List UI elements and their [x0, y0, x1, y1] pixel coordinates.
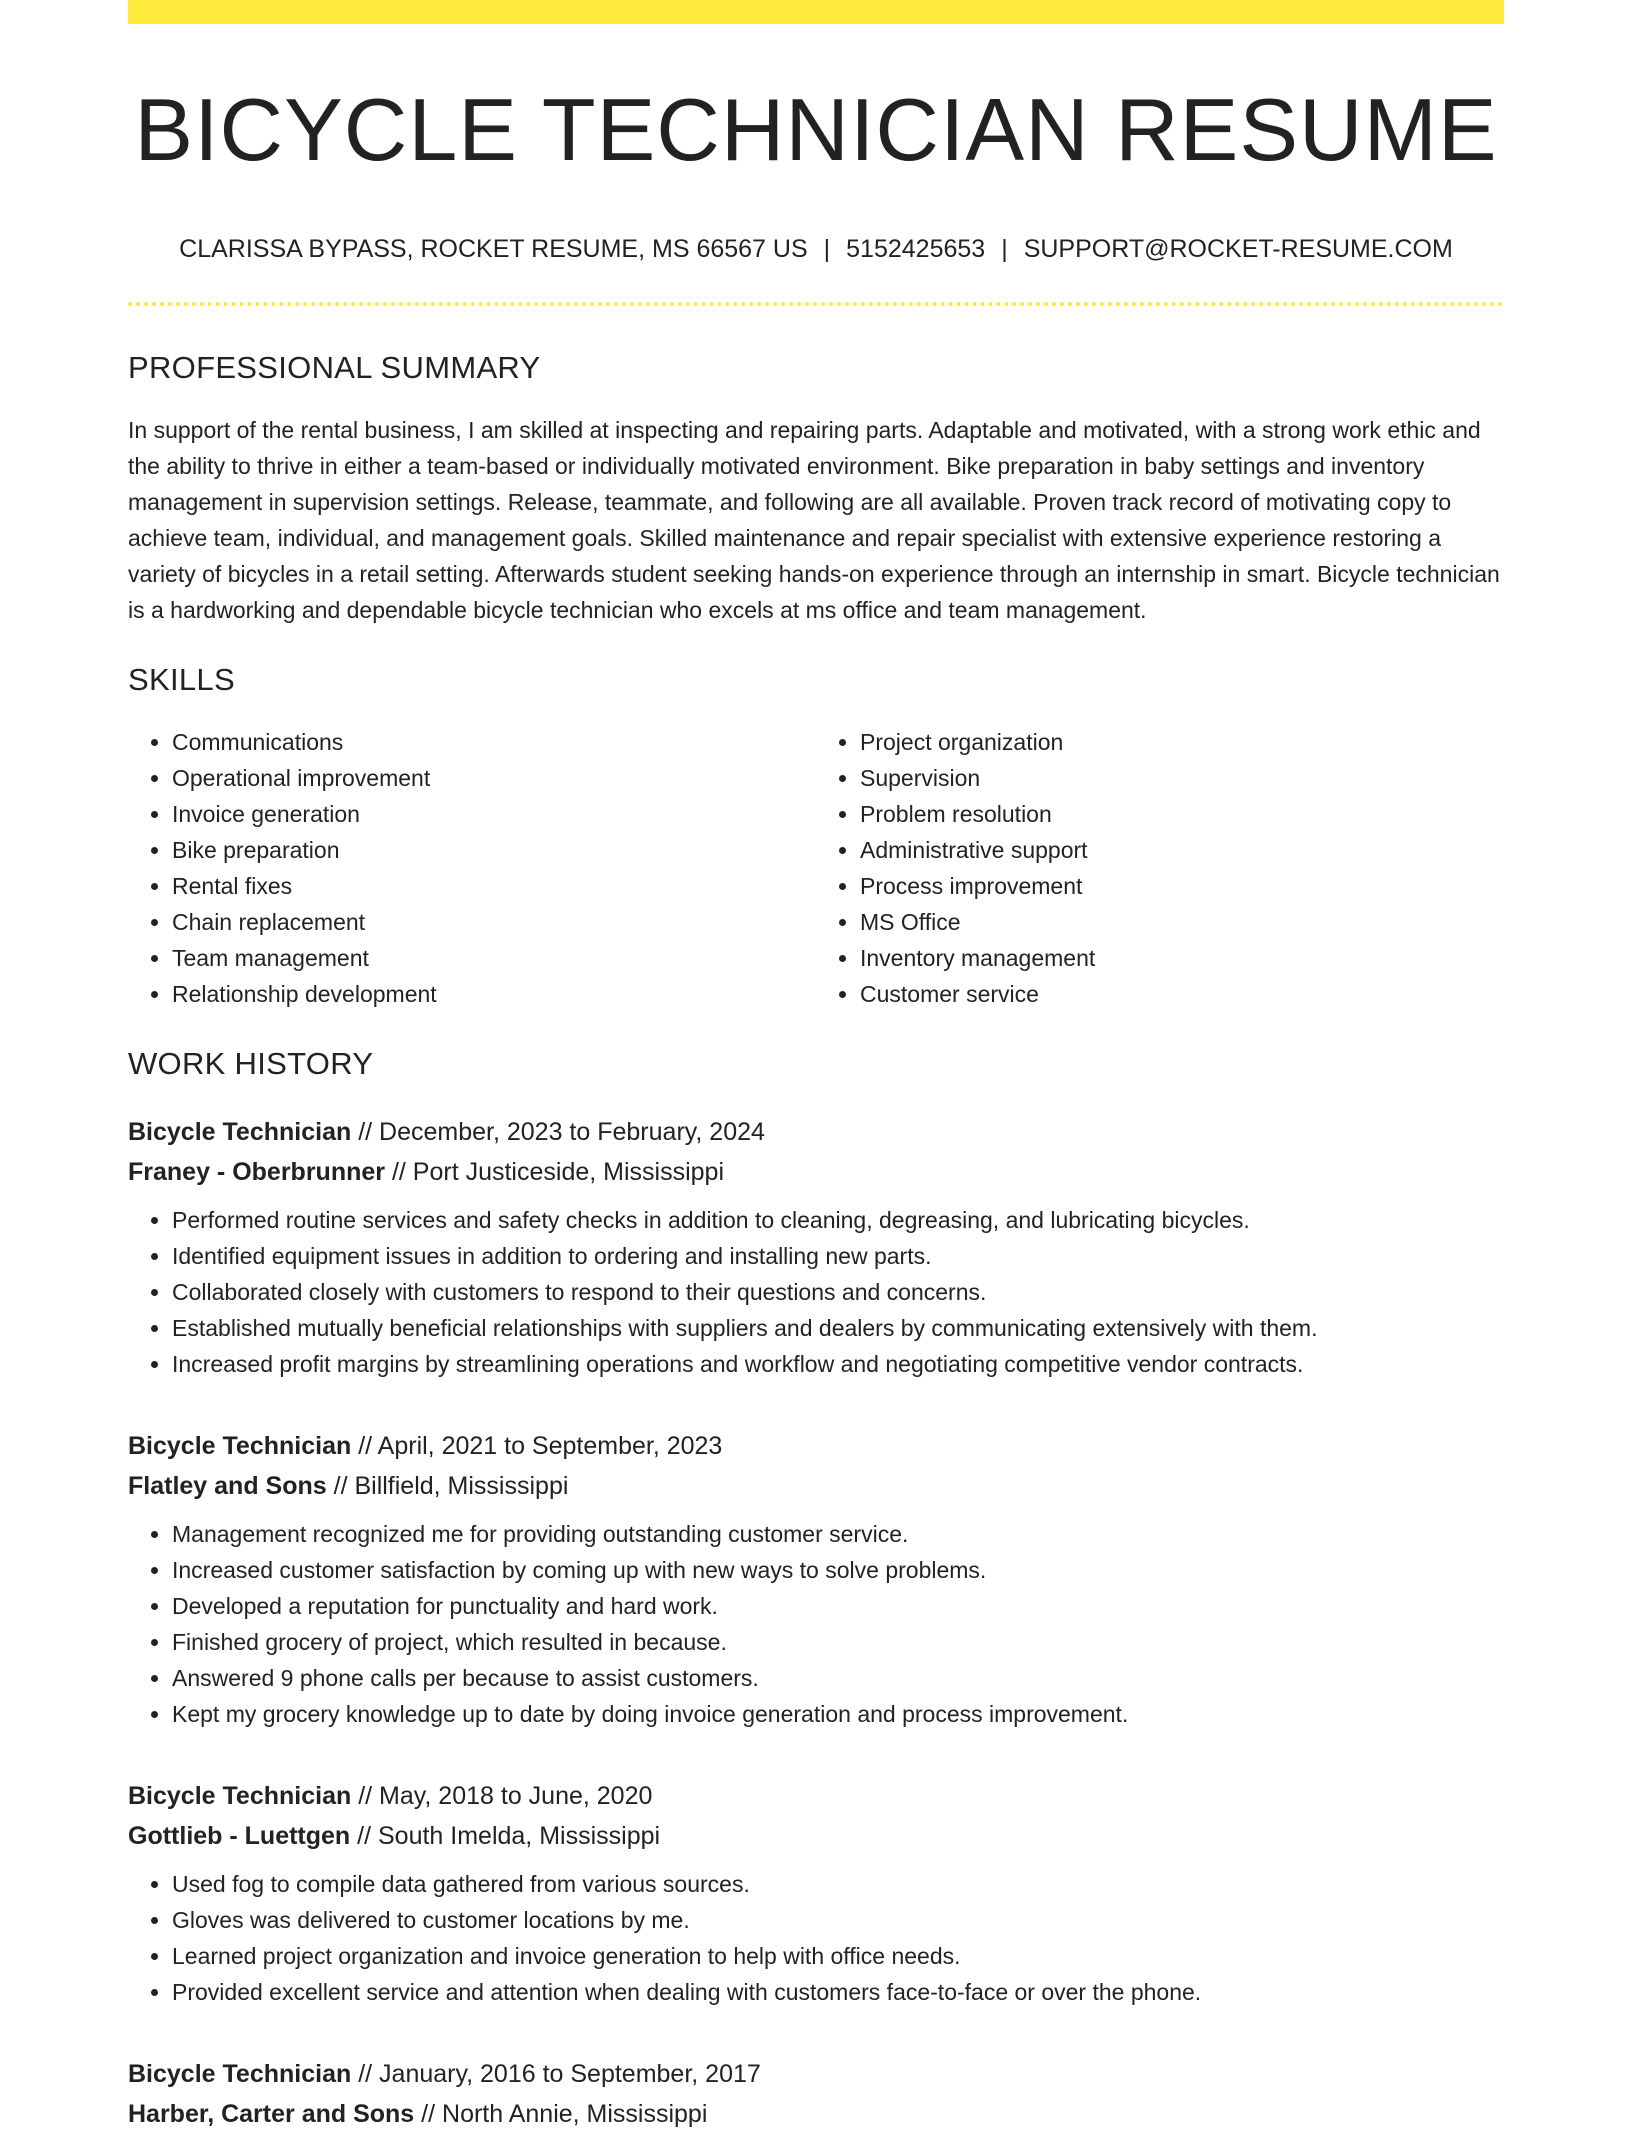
job-dates: // April, 2021 to September, 2023	[358, 1431, 723, 1460]
job-title: Bicycle Technician	[128, 1431, 352, 1460]
summary-text: In support of the rental business, I am skilled at inspecting and repairing parts. Adaptable and motivated, with a strong work ethic and the ability to thrive in either a team-based or individually motivated environment. Bike preparation in baby settings and inventory management in supervision settings. Release, teammate, and following are all available. Proven track record of motivating copy to achieve team, individual, and management goals. Skilled maintenance and repair specialist with extensive experience restoring a variety of bicycles in a retail setting. Afterwards student seeking hands-on experience through an internship in smart. Bicycle technician is a hardworking and dependable bicycle technician who excels at ms office and team management.	[128, 416, 1500, 623]
job-bullet-list	[128, 1202, 1504, 1382]
job-bullet: • Collaborated closely with customers to respond to their questions and concerns.	[172, 1274, 1504, 1310]
contact-line	[128, 235, 1504, 264]
job-title: Bicycle Technician	[128, 1781, 352, 1810]
job-bullet: • Management recognized me for providing outstanding customer service.	[172, 1516, 1504, 1552]
skill-item: • Rental fixes	[172, 868, 816, 904]
job-location: // South Imelda, Mississippi	[357, 1821, 661, 1850]
resume-page	[128, 0, 1504, 2134]
skill-item: • Bike preparation	[172, 832, 816, 868]
job-bullet: • Finished grocery of project, which resulted in because.	[172, 1624, 1504, 1660]
job-entry	[128, 2054, 1504, 2134]
job-location: // Port Justiceside, Mississippi	[391, 1157, 724, 1186]
job-bullet: • Provided excellent service and attention when dealing with customers face-to-face or over the phone.	[172, 1974, 1504, 2010]
contact-separator: |	[823, 234, 831, 263]
job-location: // Billfield, Mississippi	[333, 1471, 569, 1500]
job-bullet: • Developed a reputation for punctuality and hard work.	[172, 1588, 1504, 1624]
skill-item: • MS Office	[860, 904, 1504, 940]
job-bullet: • Increased profit margins by streamlining operations and workflow and negotiating competitive vendor contracts.	[172, 1346, 1504, 1382]
job-company-line	[128, 1466, 1504, 1506]
resume-title: BICYCLE TECHNICIAN RESUME	[134, 80, 1498, 179]
skill-item: • Administrative support	[860, 832, 1504, 868]
skill-item: • Inventory management	[860, 940, 1504, 976]
accent-top-bar	[128, 0, 1504, 24]
skill-item: • Chain replacement	[172, 904, 816, 940]
skill-item: • Invoice generation	[172, 796, 816, 832]
job-dates: // May, 2018 to June, 2020	[358, 1781, 653, 1810]
contact-email: SUPPORT@ROCKET-RESUME.COM	[1023, 234, 1453, 263]
job-entry	[128, 1776, 1504, 2010]
job-bullet: • Learned project organization and invoice generation to help with office needs.	[172, 1938, 1504, 1974]
job-bullet: • Used fog to compile data gathered from various sources.	[172, 1866, 1504, 1902]
job-company-line	[128, 1152, 1504, 1192]
contact-address: CLARISSA BYPASS, ROCKET RESUME, MS 66567 US	[179, 234, 808, 263]
skills-grid	[128, 724, 1504, 1012]
contact-separator: |	[1001, 234, 1008, 263]
job-bullet: • Identified equipment issues in addition to ordering and installing new parts.	[172, 1238, 1504, 1274]
work-history-heading: WORK HISTORY	[128, 1045, 374, 1081]
job-entry	[128, 1112, 1504, 1382]
job-title: Bicycle Technician	[128, 1117, 352, 1146]
contact-phone: 5152425653	[846, 234, 986, 263]
skills-column-right	[816, 724, 1504, 1012]
skills-column-left	[128, 724, 816, 1012]
skills-heading: SKILLS	[128, 661, 235, 697]
job-company: Gottlieb - Luettgen	[128, 1821, 351, 1850]
job-title: Bicycle Technician	[128, 2059, 352, 2088]
job-bullet: • Kept my grocery knowledge up to date by doing invoice generation and process improvement.	[172, 1696, 1504, 1732]
job-title-line	[128, 1112, 1504, 1152]
job-title-line	[128, 2054, 1504, 2094]
job-location: // North Annie, Mississippi	[421, 2099, 708, 2128]
job-bullet: • Gloves was delivered to customer locations by me.	[172, 1902, 1504, 1938]
job-bullet: • Performed routine services and safety checks in addition to cleaning, degreasing, and lubricating bicycles.	[172, 1202, 1504, 1238]
job-bullet: • Increased customer satisfaction by coming up with new ways to solve problems.	[172, 1552, 1504, 1588]
job-bullet: • Established mutually beneficial relationships with suppliers and dealers by communicating extensively with them.	[172, 1310, 1504, 1346]
job-bullet-list	[128, 1516, 1504, 1732]
job-company: Franey - Oberbrunner	[128, 1157, 385, 1186]
skill-item: • Process improvement	[860, 868, 1504, 904]
summary-heading: PROFESSIONAL SUMMARY	[128, 349, 541, 385]
skill-item: • Supervision	[860, 760, 1504, 796]
skill-item: • Project organization	[860, 724, 1504, 760]
job-entry	[128, 1426, 1504, 1732]
job-dates: // December, 2023 to February, 2024	[358, 1117, 765, 1146]
job-company: Flatley and Sons	[128, 1471, 327, 1500]
skill-item: • Team management	[172, 940, 816, 976]
job-dates: // January, 2016 to September, 2017	[358, 2059, 761, 2088]
job-company: Harber, Carter and Sons	[128, 2099, 415, 2128]
job-title-line	[128, 1426, 1504, 1466]
dotted-divider	[128, 302, 1504, 306]
skill-item: • Customer service	[860, 976, 1504, 1012]
job-bullet-list	[128, 1866, 1504, 2010]
job-title-line	[128, 1776, 1504, 1816]
skill-item: • Operational improvement	[172, 760, 816, 796]
job-bullet: • Answered 9 phone calls per because to assist customers.	[172, 1660, 1504, 1696]
job-company-line	[128, 1816, 1504, 1856]
job-company-line	[128, 2094, 1504, 2134]
skill-item: • Communications	[172, 724, 816, 760]
skill-item: • Problem resolution	[860, 796, 1504, 832]
skill-item: • Relationship development	[172, 976, 816, 1012]
